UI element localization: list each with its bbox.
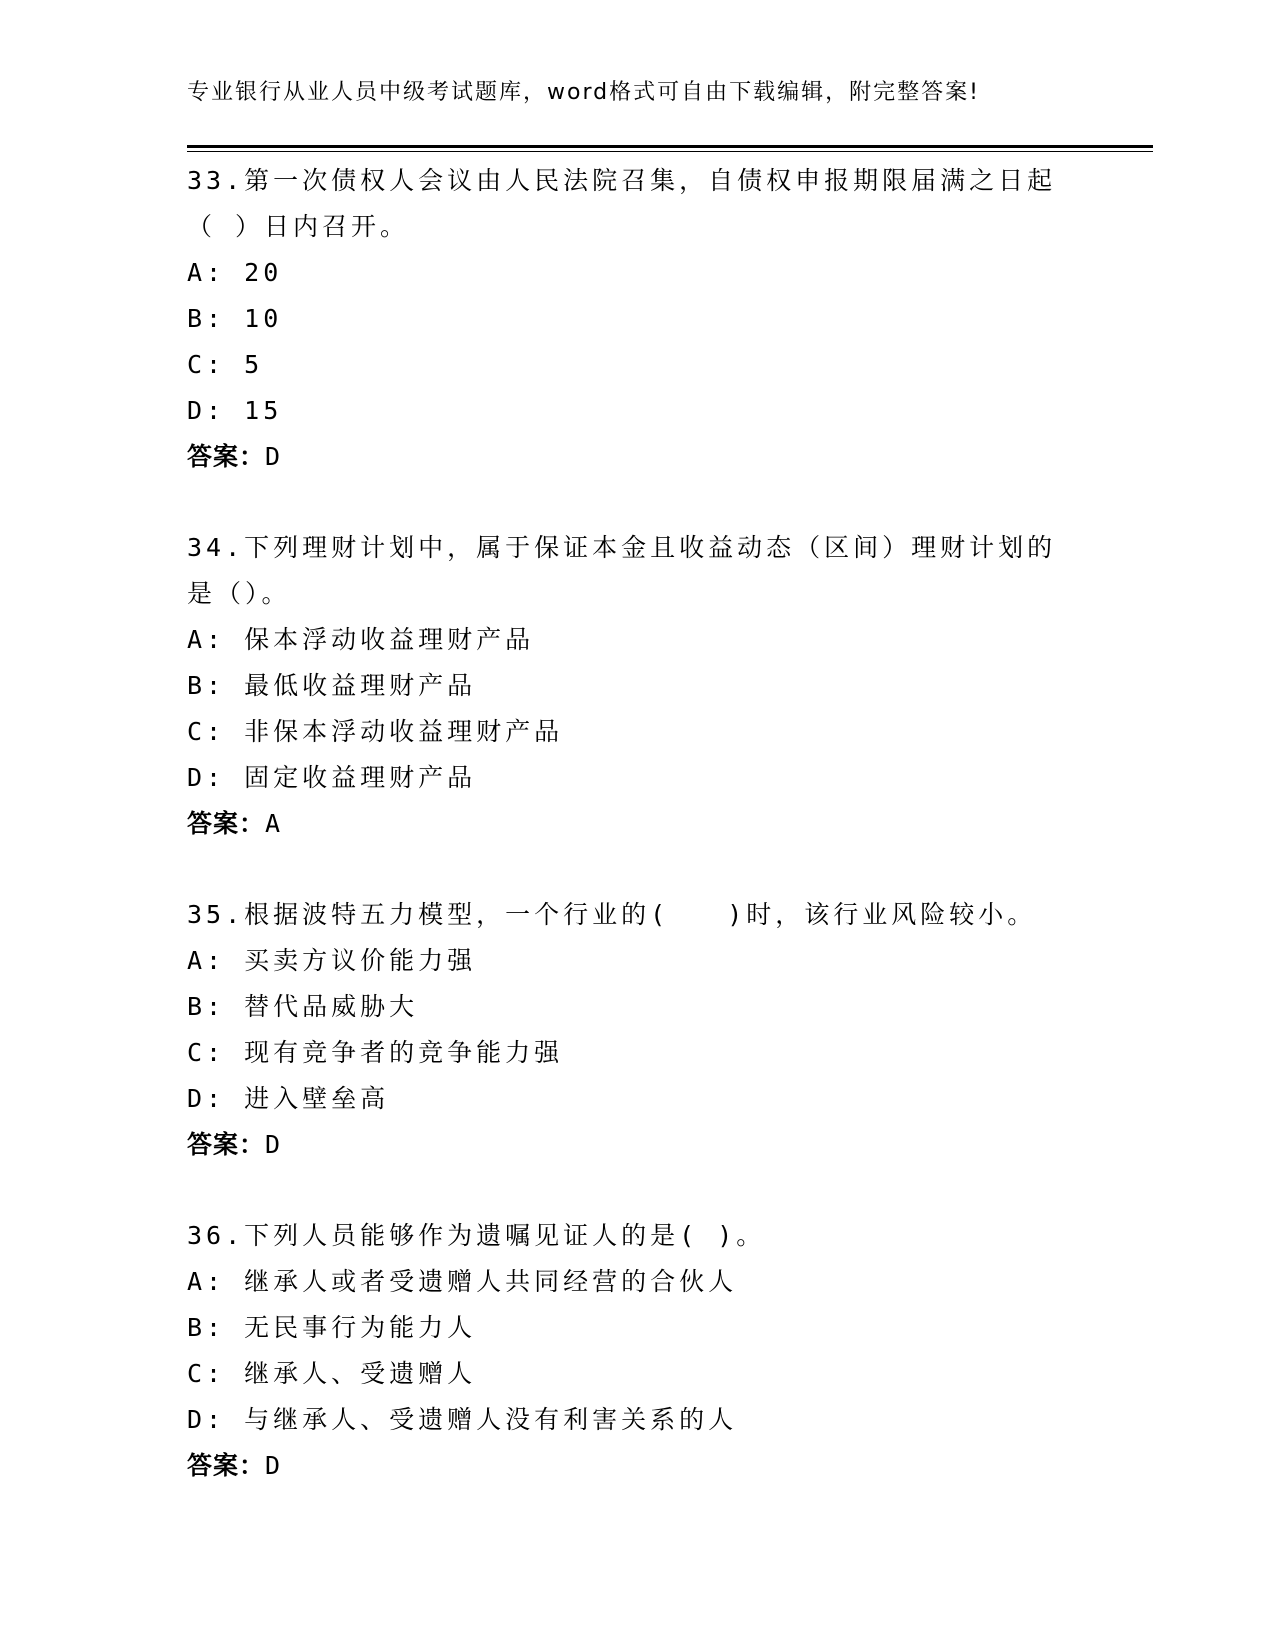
answer-line bbox=[187, 1122, 1087, 1168]
question-stem: 33.第一次债权人会议由人民法院召集，自债权申报期限届满之日起（ ）日内召开。 bbox=[187, 166, 1057, 241]
option-c: C: 现有竞争者的竞争能力强 bbox=[187, 1038, 564, 1067]
answer-label: 答案： bbox=[187, 442, 266, 471]
question-35 bbox=[187, 892, 1087, 1168]
option-c: C: 继承人、受遗赠人 bbox=[187, 1359, 477, 1388]
option-d: D: 15 bbox=[187, 396, 283, 425]
option-a: A: 买卖方议价能力强 bbox=[187, 946, 477, 975]
answer-label: 答案： bbox=[187, 1130, 266, 1159]
answer-value: D bbox=[265, 1130, 282, 1159]
question-stem: 36.下列人员能够作为遗嘱见证人的是( )。 bbox=[187, 1221, 766, 1250]
option-a: A: 20 bbox=[187, 258, 283, 287]
question-stem: 34.下列理财计划中，属于保证本金且收益动态（区间）理财计划的是（）。 bbox=[187, 533, 1057, 608]
answer-value: A bbox=[265, 809, 282, 838]
question-33 bbox=[187, 158, 1087, 480]
option-d: D: 固定收益理财产品 bbox=[187, 763, 477, 792]
option-b: B: 无民事行为能力人 bbox=[187, 1313, 477, 1342]
header-divider-thin bbox=[187, 151, 1153, 152]
answer-line bbox=[187, 434, 1087, 480]
option-c: C: 5 bbox=[187, 350, 264, 379]
question-34 bbox=[187, 525, 1087, 847]
answer-label: 答案： bbox=[187, 809, 266, 838]
question-36 bbox=[187, 1213, 1087, 1489]
question-list bbox=[187, 158, 1087, 1534]
answer-label: 答案： bbox=[187, 1451, 266, 1480]
option-d: D: 进入壁垒高 bbox=[187, 1084, 390, 1113]
question-stem: 35.根据波特五力模型，一个行业的( )时，该行业风险较小。 bbox=[187, 900, 1037, 929]
option-b: B: 替代品威胁大 bbox=[187, 992, 419, 1021]
page-header: 专业银行从业人员中级考试题库，word格式可自由下载编辑，附完整答案! bbox=[187, 80, 980, 105]
answer-value: D bbox=[265, 1451, 282, 1480]
answer-value: D bbox=[265, 442, 282, 471]
option-a: A: 继承人或者受遗赠人共同经营的合伙人 bbox=[187, 1267, 738, 1296]
option-d: D: 与继承人、受遗赠人没有利害关系的人 bbox=[187, 1405, 738, 1434]
option-b: B: 10 bbox=[187, 304, 283, 333]
answer-line bbox=[187, 1443, 1087, 1489]
option-a: A: 保本浮动收益理财产品 bbox=[187, 625, 535, 654]
option-b: B: 最低收益理财产品 bbox=[187, 671, 477, 700]
answer-line bbox=[187, 801, 1087, 847]
header-divider-thick bbox=[187, 145, 1153, 148]
option-c: C: 非保本浮动收益理财产品 bbox=[187, 717, 564, 746]
